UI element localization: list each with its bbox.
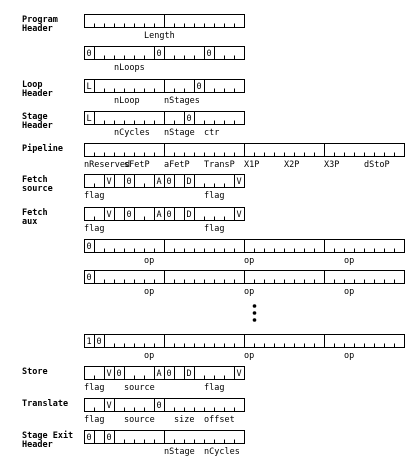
field-label: op: [344, 351, 355, 361]
field-label: X1P: [244, 160, 260, 170]
bit-value: V: [236, 210, 242, 220]
bit-value: 0: [86, 242, 92, 252]
register-title: Header: [22, 121, 53, 131]
field-label: flag: [204, 191, 225, 201]
bit-value: 0: [156, 49, 162, 59]
register-op-word-2: [85, 270, 405, 297]
field-label: op: [344, 256, 355, 266]
register-store: [22, 366, 245, 393]
bit-value: 0: [196, 82, 202, 92]
register-fetch-source: [22, 174, 245, 201]
ellipsis-dot: [253, 318, 257, 322]
bit-value: 0: [96, 337, 102, 347]
field-label: op: [244, 256, 255, 266]
field-label: op: [144, 287, 155, 297]
bit-value: V: [106, 210, 112, 220]
field-label: op: [144, 256, 155, 266]
field-label: flag: [84, 383, 105, 393]
field-label: source: [124, 383, 155, 393]
field-label: op: [344, 287, 355, 297]
field-label: op: [244, 351, 255, 361]
field-label: sFetP: [124, 160, 150, 170]
field-label: flag: [84, 191, 105, 201]
continuation-dots: [253, 304, 257, 322]
field-label: dStoP: [364, 160, 390, 170]
register-title: aux: [22, 217, 38, 227]
ellipsis-dot: [253, 304, 257, 308]
field-label: flag: [204, 383, 225, 393]
register-title: Translate: [22, 399, 69, 409]
field-label: flag: [84, 415, 105, 425]
field-label: nCycles: [114, 128, 150, 138]
field-label: op: [144, 351, 155, 361]
bit-value: D: [186, 369, 192, 379]
bit-value: 0: [86, 273, 92, 283]
bit-value: D: [186, 210, 192, 220]
field-label: source: [124, 415, 155, 425]
bit-value: 0: [186, 114, 192, 124]
bit-value: L: [86, 82, 92, 92]
register-title: Header: [22, 89, 53, 99]
field-label: flag: [84, 224, 105, 234]
bit-value: 0: [126, 210, 132, 220]
register-title: Fetch: [22, 208, 48, 218]
register-loop-header: [22, 79, 245, 106]
field-label: nLoop: [114, 96, 140, 106]
field-label: aFetP: [164, 160, 190, 170]
bit-value: 0: [106, 433, 112, 443]
register-title: Store: [22, 367, 48, 377]
bit-value: V: [236, 177, 242, 187]
field-label: offset: [204, 415, 235, 425]
bit-value: A: [156, 210, 162, 220]
register-title: Header: [22, 440, 53, 450]
bit-value: 0: [86, 49, 92, 59]
field-label: ctr: [204, 128, 220, 138]
field-label: X3P: [324, 160, 340, 170]
bit-value: 0: [166, 177, 172, 187]
field-label: nStage: [164, 128, 195, 138]
field-label: size: [174, 415, 195, 425]
bit-value: 0: [166, 210, 172, 220]
bit-value: V: [106, 369, 112, 379]
register-title: Stage: [22, 112, 48, 122]
bit-value: 0: [206, 49, 212, 59]
bit-value: 0: [86, 433, 92, 443]
bit-value: 1: [86, 337, 92, 347]
field-label: nStage: [164, 447, 195, 457]
register-title: Program: [22, 15, 58, 25]
register-title: Loop: [22, 80, 43, 90]
bit-value: D: [186, 177, 192, 187]
register-translate: [22, 398, 245, 425]
bit-value: V: [106, 401, 112, 411]
bit-value: L: [86, 114, 92, 124]
register-title: Header: [22, 24, 53, 34]
bit-value: V: [236, 369, 242, 379]
field-label: flag: [204, 224, 225, 234]
register-program-header-2: [85, 46, 245, 73]
register-stage-header: [22, 111, 245, 138]
register-fetch-aux: [22, 207, 245, 234]
register-op-word-1: [85, 239, 405, 266]
field-label: TransP: [204, 160, 235, 170]
field-label: Length: [144, 31, 175, 41]
register-stage-exit-header: [22, 430, 245, 457]
field-label: nStages: [164, 96, 200, 106]
register-op-word-last: [85, 334, 405, 361]
register-title: Pipeline: [22, 144, 63, 154]
bit-value: 0: [116, 369, 122, 379]
bit-value: 0: [166, 369, 172, 379]
field-label: op: [244, 287, 255, 297]
field-label: nCycles: [204, 447, 240, 457]
bit-value: A: [156, 369, 162, 379]
bit-value: A: [156, 177, 162, 187]
ellipsis-dot: [253, 311, 257, 315]
field-label: X2P: [284, 160, 300, 170]
register-pipeline: [22, 143, 405, 170]
register-title: Fetch: [22, 175, 48, 185]
register-program-header: [22, 15, 245, 42]
bit-value: V: [106, 177, 112, 187]
register-title: Stage Exit: [22, 431, 74, 441]
bit-value: 0: [126, 177, 132, 187]
register-title: source: [22, 184, 53, 194]
field-label: nReserved: [84, 160, 131, 170]
bit-value: 0: [156, 401, 162, 411]
field-label: nLoops: [114, 63, 145, 73]
